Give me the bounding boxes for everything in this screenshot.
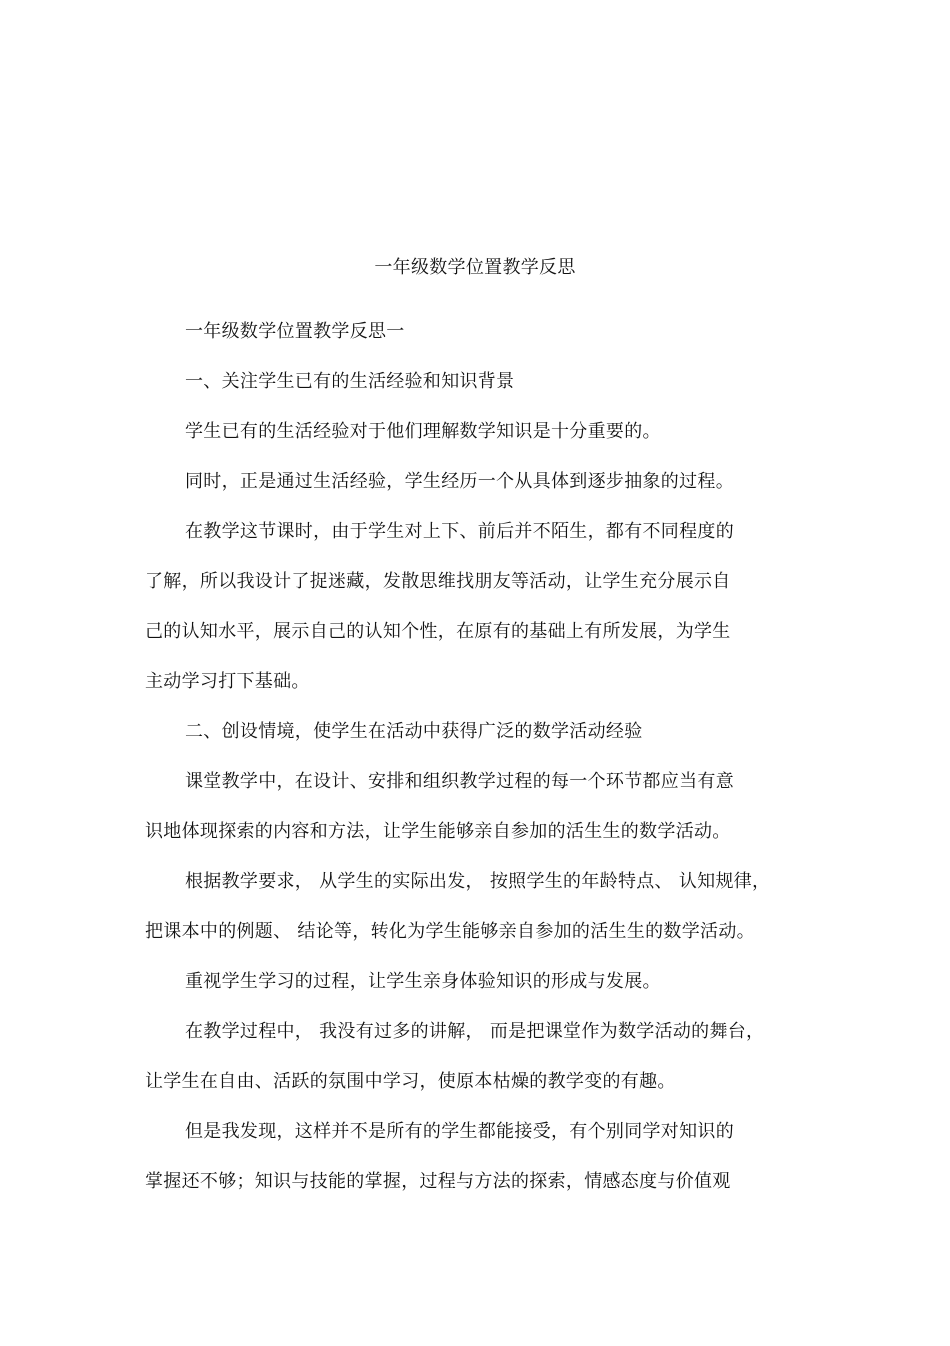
paragraph-line: 课堂教学中，在设计、安排和组织教学过程的每一个环节都应当有意 bbox=[185, 771, 734, 792]
section-heading: 一年级数学位置教学反思一 bbox=[185, 321, 405, 342]
paragraph-line: 学生已有的生活经验对于他们理解数学知识是十分重要的。 bbox=[185, 421, 661, 442]
paragraph-line: 让学生在自由、活跃的氛围中学习，使原本枯燥的教学变的有趣。 bbox=[145, 1071, 676, 1092]
paragraph-line: 把课本中的例题、 结论等，转化为学生能够亲自参加的活生生的数学活动。 bbox=[145, 921, 755, 942]
paragraph-line: 主动学习打下基础。 bbox=[145, 671, 310, 692]
paragraph-line: 己的认知水平，展示自己的认知个性，在原有的基础上有所发展，为学生 bbox=[145, 621, 731, 642]
paragraph-line: 在教学过程中， 我没有过多的讲解， 而是把课堂作为数学活动的舞台， bbox=[185, 1021, 765, 1042]
paragraph-line: 重视学生学习的过程，让学生亲身体验知识的形成与发展。 bbox=[185, 971, 661, 992]
paragraph-line: 在教学这节课时，由于学生对上下、前后并不陌生，都有不同程度的 bbox=[185, 521, 734, 542]
paragraph-line: 根据教学要求， 从学生的实际出发， 按照学生的年龄特点、 认知规律， bbox=[185, 871, 771, 892]
subheading: 一、关注学生已有的生活经验和知识背景 bbox=[185, 371, 515, 392]
paragraph-line: 了解，所以我设计了捉迷藏，发散思维找朋友等活动，让学生充分展示自 bbox=[145, 571, 731, 592]
paragraph-line: 但是我发现，这样并不是所有的学生都能接受，有个别同学对知识的 bbox=[185, 1121, 734, 1142]
paragraph-line: 同时，正是通过生活经验，学生经历一个从具体到逐步抽象的过程。 bbox=[185, 471, 734, 492]
subheading: 二、创设情境，使学生在活动中获得广泛的数学活动经验 bbox=[185, 721, 643, 742]
paragraph-line: 掌握还不够；知识与技能的掌握，过程与方法的探索，情感态度与价值观 bbox=[145, 1171, 731, 1192]
paragraph-line: 识地体现探索的内容和方法，让学生能够亲自参加的活生生的数学活动。 bbox=[145, 821, 731, 842]
document-title: 一年级数学位置教学反思 bbox=[374, 257, 576, 278]
